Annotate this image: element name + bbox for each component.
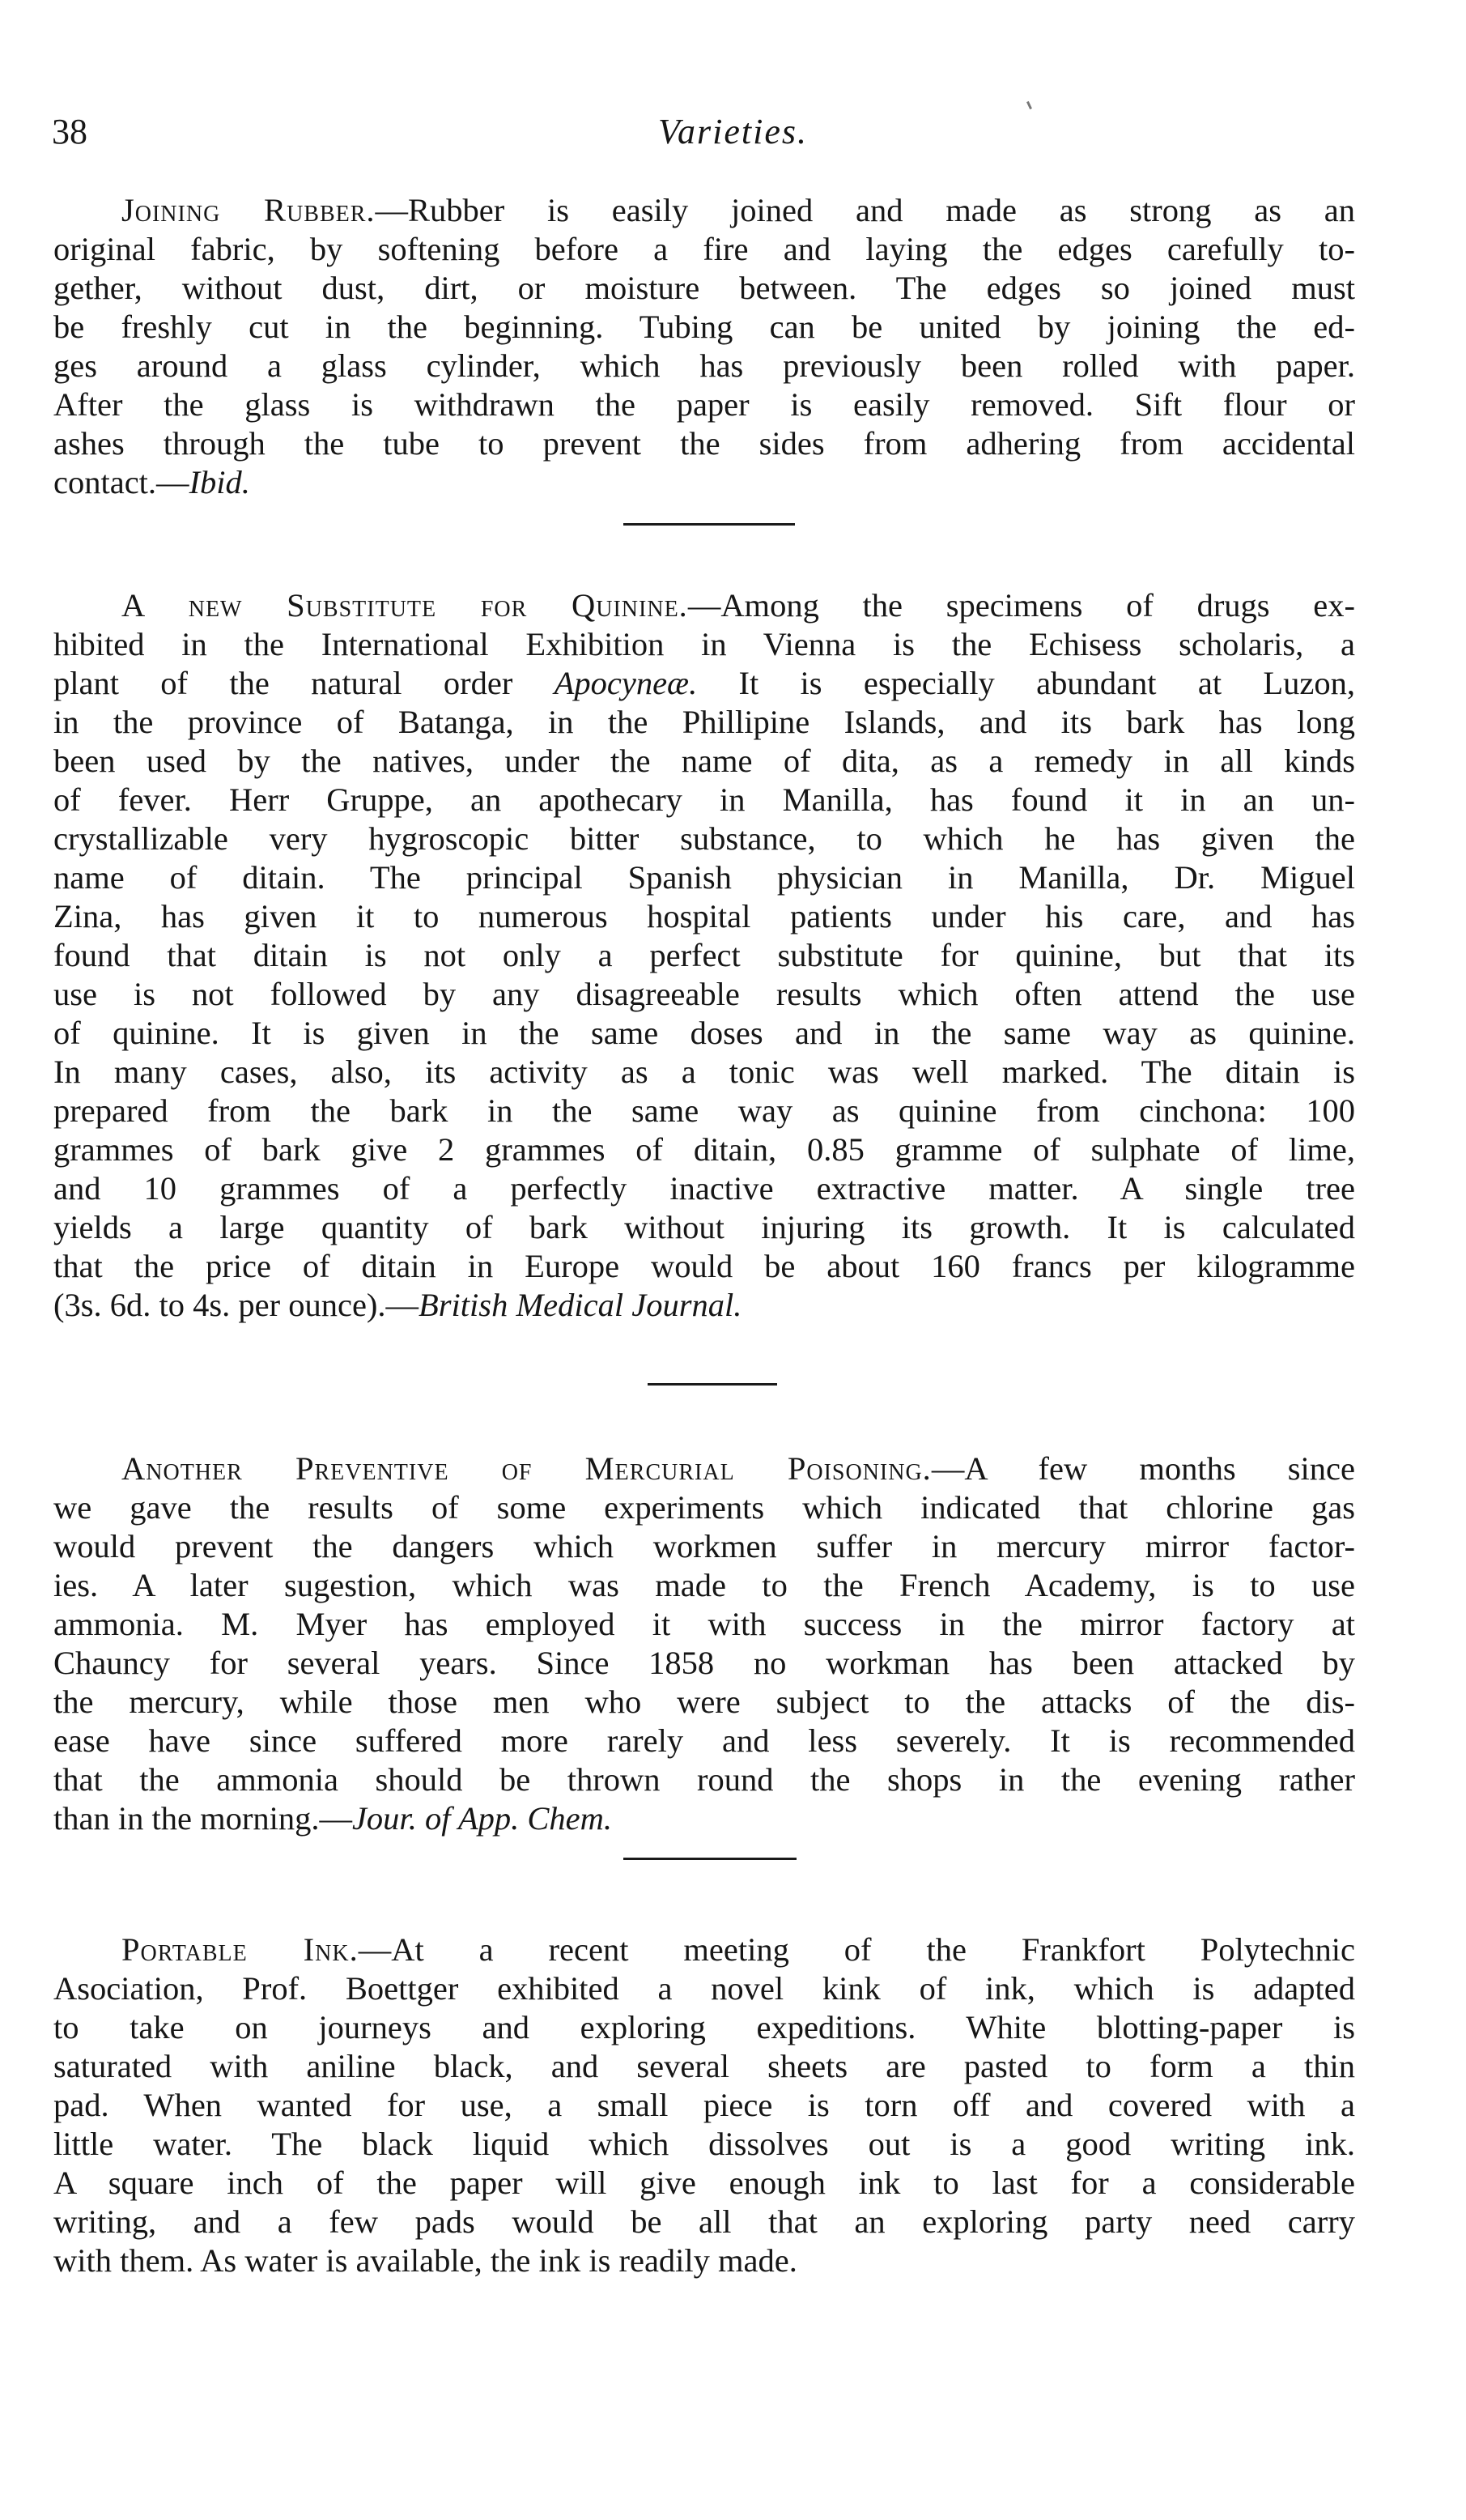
article-line: crystallizable very hygroscopic bitter substance, to which he has given the: [53, 820, 1355, 857]
article-line: grammes of bark give 2 grammes of ditain, 0.85 gramme of sulphate of lime,: [53, 1131, 1355, 1168]
article-text: —Rubber is easily joined and made as strong as an: [375, 192, 1355, 228]
article-line: would prevent the dangers which workmen suffer in mercury mirror factor-: [53, 1528, 1355, 1564]
article-line: original fabric, by softening before a fire and laying the edges carefully to-: [53, 231, 1355, 267]
article-line: prepared from the bark in the same way as quinine from cinchona: 100: [53, 1092, 1355, 1129]
article-line: found that ditain is not only a perfect substitute for quinine, but that its: [53, 937, 1355, 973]
article-line: name of ditain. The principal Spanish physician in Manilla, Dr. Miguel: [53, 859, 1355, 896]
article-line: of fever. Herr Gruppe, an apothecary in Manilla, has found it in an un-: [53, 781, 1355, 818]
article-line: and 10 grammes of a perfectly inactive extractive matter. A single tree: [53, 1170, 1355, 1207]
article-line: After the glass is withdrawn the paper is easily removed. Sift flour or: [53, 386, 1355, 423]
section-divider: [648, 1383, 777, 1386]
article-line: In many cases, also, its activity as a tonic was well marked. The ditain is: [53, 1054, 1355, 1090]
section-divider: [623, 1858, 797, 1860]
running-title: Varieties.: [658, 112, 808, 151]
article-mercurial-poisoning: [53, 1449, 1355, 1838]
article-heading: Portable Ink.: [121, 1931, 359, 1968]
article-portable-ink: [53, 1930, 1355, 2280]
article-text: plant of the natural order: [53, 665, 555, 701]
article-line: ges around a glass cylinder, which has previously been rolled with paper.: [53, 347, 1355, 384]
article-line: ashes through the tube to prevent the sides from adhering from accidental: [53, 425, 1355, 462]
article-text: —At a recent meeting of the Frankfort Polytechnic: [358, 1931, 1355, 1968]
article-line: ease have since suffered more rarely and less severely. It is recommended: [53, 1722, 1355, 1759]
botanical-name: Apocyneæ.: [554, 665, 698, 701]
article-line: pad. When wanted for use, a small piece is torn off and covered with a: [53, 2087, 1355, 2123]
article-line: of quinine. It is given in the same doses and in the same way as quinine.: [53, 1015, 1355, 1051]
article-line: writing, and a few pads would be all that an exploring party need carry: [53, 2203, 1355, 2240]
article-first-line: [53, 1930, 1355, 1969]
article-line: ammonia. M. Myer has employed it with success in the mirror factory at: [53, 1606, 1355, 1642]
page-number: 38: [52, 112, 87, 151]
article-heading: Another Preventive of Mercurial Poisoning.: [121, 1450, 932, 1487]
article-line: [53, 664, 1355, 703]
article-line: been used by the natives, under the name of dita, as a remedy in all kinds: [53, 743, 1355, 779]
article-line: little water. The black liquid which dissolves out is a good writing ink.: [53, 2126, 1355, 2162]
article-text: contact.—: [53, 464, 189, 500]
article-line: be freshly cut in the beginning. Tubing can be united by joining the ed-: [53, 309, 1355, 345]
article-text: (3s. 6d. to 4s. per ounce).—: [53, 1287, 419, 1323]
article-last-line: [53, 463, 1355, 502]
article-first-line: [53, 1449, 1355, 1488]
article-line: saturated with aniline black, and several sheets are pasted to form a thin: [53, 2048, 1355, 2084]
article-line: Chauncy for several years. Since 1858 no workman has been attacked by: [53, 1645, 1355, 1681]
article-heading: Joining Rubber.: [121, 192, 376, 228]
article-line: the mercury, while those men who were subject to the attacks of the dis-: [53, 1684, 1355, 1720]
article-source: Jour. of App. Chem.: [351, 1800, 612, 1837]
article-last-line: [53, 1799, 1355, 1838]
article-line: gether, without dust, dirt, or moisture between. The edges so joined must: [53, 270, 1355, 306]
article-source: British Medical Journal.: [419, 1287, 742, 1323]
article-line: use is not followed by any disagreeable results which often attend the use: [53, 976, 1355, 1012]
article-line: Zina, has given it to numerous hospital patients under his care, and has: [53, 898, 1355, 934]
section-divider: [623, 523, 795, 526]
article-first-line: [53, 191, 1355, 230]
article-line: ies. A later sugestion, which was made to the French Academy, is to use: [53, 1567, 1355, 1603]
article-text: —A few months since: [931, 1450, 1355, 1487]
article-line: yields a large quantity of bark without injuring its growth. It is calculated: [53, 1209, 1355, 1245]
article-first-line: [53, 586, 1355, 625]
article-text: than in the morning.—: [53, 1800, 352, 1837]
article-text: It is especially abundant at Luzon,: [697, 665, 1355, 701]
article-line: to take on journeys and exploring expeditions. White blotting-paper is: [53, 2009, 1355, 2045]
article-source: Ibid.: [189, 464, 250, 500]
article-line: that the price of ditain in Europe would be about 160 francs per kilogramme: [53, 1248, 1355, 1284]
article-last-line: with them. As water is available, the ink is readily made.: [53, 2242, 797, 2279]
article-quinine-substitute: [53, 586, 1355, 1325]
article-line: hibited in the International Exhibition in Vienna is the Echisess scholaris, a: [53, 626, 1355, 662]
article-last-line: [53, 1286, 1355, 1325]
stray-ink-mark: [1026, 101, 1032, 109]
article-line: we gave the results of some experiments which indicated that chlorine gas: [53, 1489, 1355, 1526]
article-line: in the province of Batanga, in the Phillipine Islands, and its bark has long: [53, 704, 1355, 740]
article-line: that the ammonia should be thrown round the shops in the evening rather: [53, 1761, 1355, 1798]
article-text: —Among the specimens of drugs ex-: [687, 587, 1355, 624]
article-heading: A new Substitute for Quinine.: [121, 587, 688, 624]
article-line: Asociation, Prof. Boettger exhibited a novel kink of ink, which is adapted: [53, 1970, 1355, 2007]
article-line: A square inch of the paper will give enough ink to last for a considerable: [53, 2165, 1355, 2201]
article-joining-rubber: [53, 191, 1355, 502]
